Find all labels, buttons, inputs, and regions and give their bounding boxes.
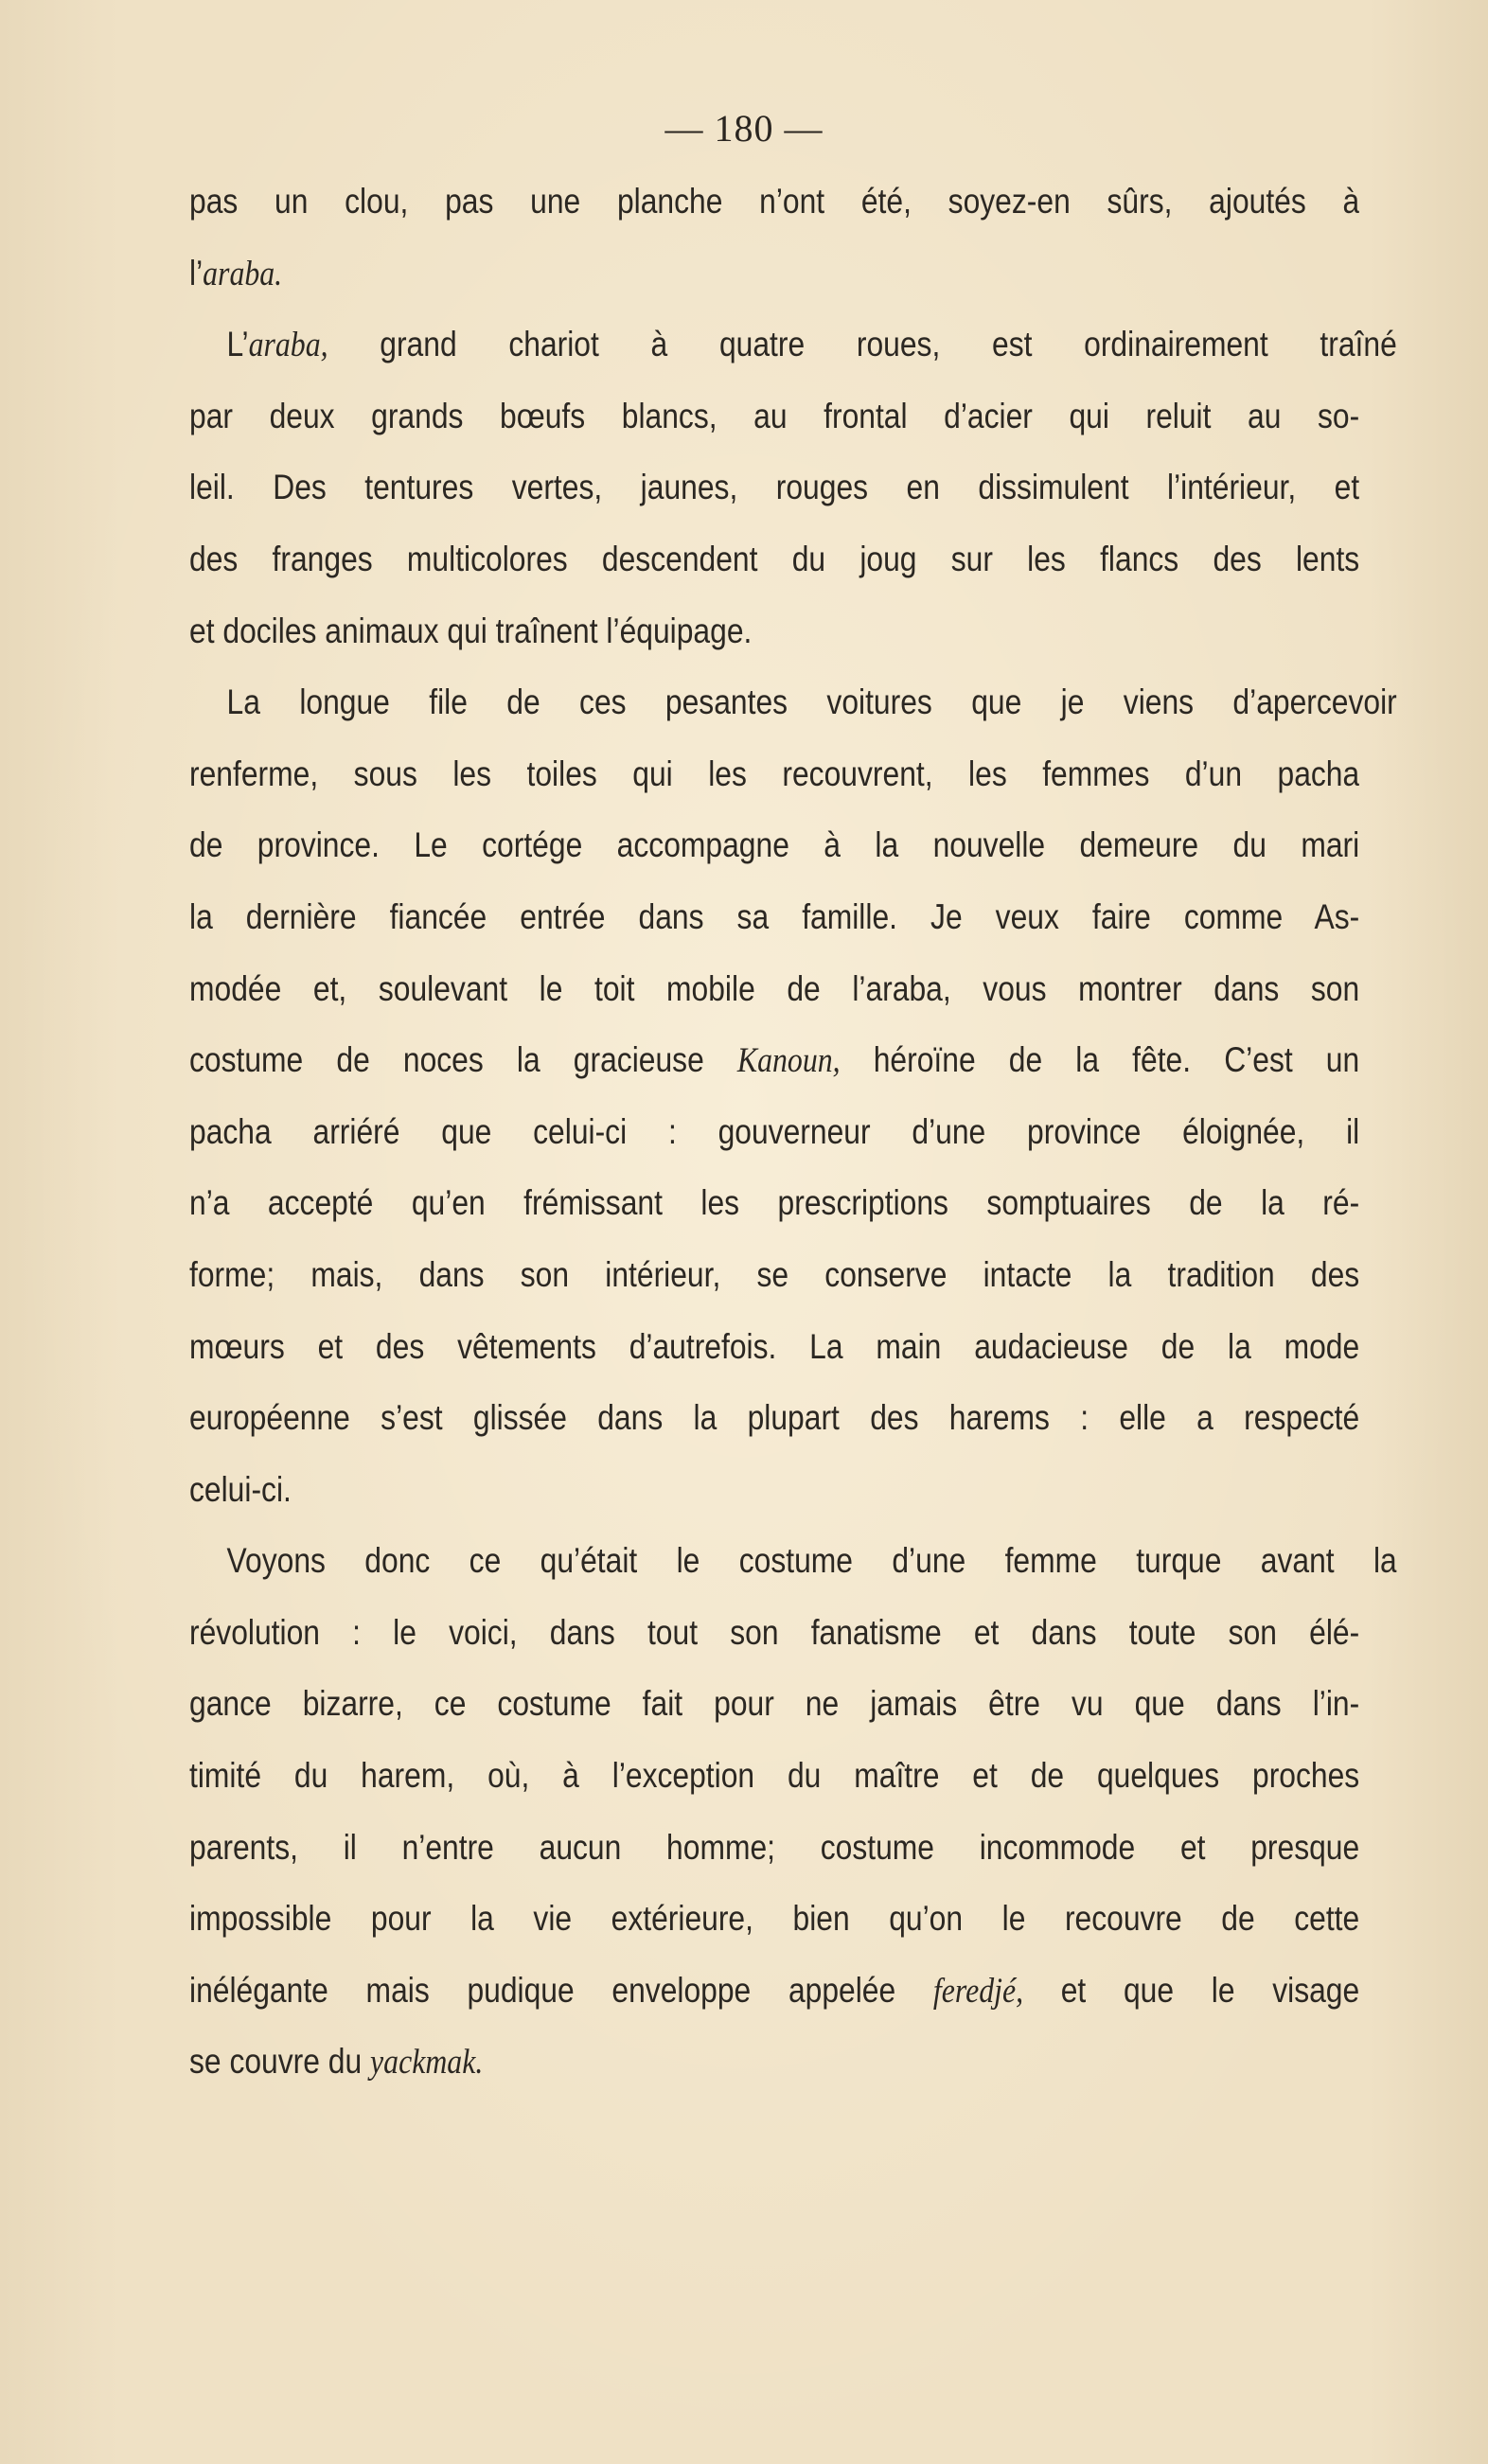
text-run: pacha arriéré que celui-ci : gouverneur d’une province éloignée, il — [189, 1111, 1360, 1151]
text-run: renferme, sous les toiles qui les recouvrent, les femmes d’un pacha — [189, 753, 1360, 793]
text-line — [189, 1883, 1359, 1955]
text-line — [189, 1525, 1397, 1597]
text-run: mœurs et des vêtements d’autrefois. La main audacieuse de la mode — [189, 1326, 1360, 1366]
text-line — [189, 238, 1359, 310]
paragraph — [189, 166, 1359, 309]
text-line — [189, 523, 1359, 595]
text-line — [189, 1096, 1359, 1168]
text-run: révolution : le voici, dans tout son fanatisme et dans toute son élé- — [189, 1612, 1360, 1652]
text-line — [189, 1167, 1359, 1239]
text-run: La longue file de ces pesantes voitures que je viens d’apercevoir — [226, 682, 1397, 722]
text-run: la dernière fiancée entrée dans sa famille. Je veux faire comme As- — [189, 896, 1360, 936]
text-line — [189, 452, 1359, 523]
italic-term: araba, — [248, 326, 328, 365]
text-run: par deux grands bœufs blancs, au frontal d’acier qui reluit au so- — [189, 396, 1360, 435]
page-number: — 180 — — [664, 107, 824, 150]
text-line — [189, 666, 1397, 738]
text-run: celui-ci. — [189, 1469, 292, 1509]
text-line — [189, 1668, 1359, 1740]
text-run: se couvre du — [189, 2042, 371, 2082]
text-run: leil. Des tentures vertes, jaunes, rouges en dissimulent l’intérieur, et — [189, 468, 1360, 507]
text-line — [189, 1311, 1359, 1383]
text-line — [189, 1955, 1359, 2027]
text-line — [189, 953, 1359, 1025]
italic-term: yackmak. — [370, 2043, 484, 2083]
text-line — [189, 1597, 1359, 1669]
text-run: gance bizarre, ce costume fait pour ne jamais être vu que dans l’in- — [189, 1684, 1360, 1724]
text-run: costume de noces la gracieuse — [189, 1040, 737, 1080]
text-run: européenne s’est glissée dans la plupart des harems : elle a respecté — [189, 1398, 1360, 1438]
text-run: héroïne de la fête. C’est un — [840, 1040, 1360, 1080]
text-run: n’a accepté qu’en frémissant les prescriptions somptuaires de la ré- — [189, 1183, 1360, 1223]
text-line — [189, 309, 1397, 381]
text-run: parents, il n’entre aucun homme; costume incommode et presque — [189, 1827, 1360, 1867]
text-run: l’ — [189, 253, 204, 292]
body-text — [189, 166, 1397, 2098]
text-line — [189, 166, 1359, 238]
text-line — [189, 2026, 1359, 2098]
text-line — [189, 595, 1359, 667]
text-line — [189, 1239, 1359, 1311]
text-run: des franges multicolores descendent du joug sur les flancs des lents — [189, 539, 1360, 578]
text-line — [189, 1024, 1359, 1096]
text-run: et que le visage — [1023, 1970, 1360, 2010]
text-line — [189, 381, 1359, 452]
italic-term: araba. — [203, 254, 283, 293]
text-run: Voyons donc ce qu’était le costume d’une femme turque avant la — [226, 1541, 1397, 1581]
paragraph — [189, 666, 1397, 1525]
paragraph — [189, 309, 1397, 666]
text-run: grand chariot à quatre roues, est ordinairement traîné — [328, 325, 1397, 364]
text-run: forme; mais, dans son intérieur, se conserve intacte la tradition des — [189, 1254, 1360, 1294]
text-line — [189, 1740, 1359, 1812]
text-line — [189, 738, 1359, 810]
text-line — [189, 1454, 1359, 1526]
paragraph — [189, 1525, 1397, 2098]
text-run: et dociles animaux qui traînent l’équipage. — [189, 611, 753, 650]
text-run: L’ — [226, 325, 249, 364]
text-line — [189, 1812, 1359, 1884]
text-line — [189, 1382, 1359, 1454]
text-run: inélégante mais pudique enveloppe appelée — [189, 1970, 933, 2010]
text-run: modée et, soulevant le toit mobile de l’araba, vous montrer dans son — [189, 968, 1360, 1008]
text-run: de province. Le cortége accompagne à la nouvelle demeure du mari — [189, 825, 1360, 865]
text-run: timité du harem, où, à l’exception du maître et de quelques proches — [189, 1756, 1360, 1796]
text-run: impossible pour la vie extérieure, bien qu’on le recouvre de cette — [189, 1899, 1360, 1939]
italic-term: Kanoun, — [736, 1041, 841, 1081]
text-line — [189, 881, 1359, 953]
text-line — [189, 809, 1359, 881]
text-run: pas un clou, pas une planche n’ont été, soyez-en sûrs, ajoutés à — [189, 182, 1360, 221]
italic-term: feredjé, — [932, 1971, 1024, 2011]
